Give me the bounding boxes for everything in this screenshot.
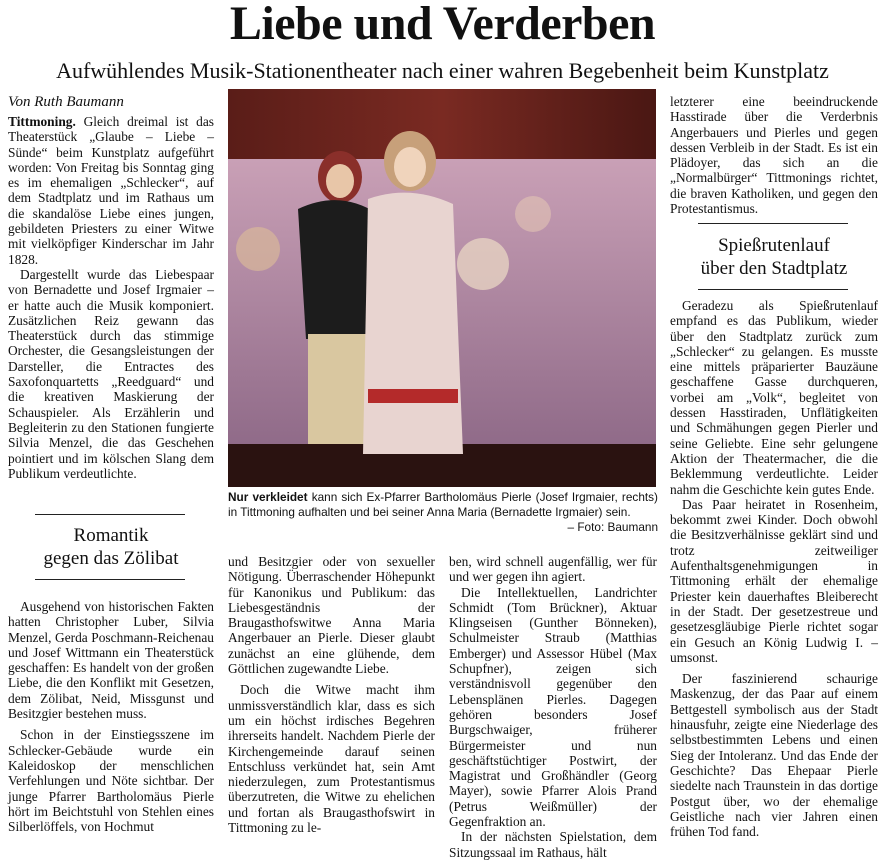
photo-caption <box>228 490 658 535</box>
subhead-line: Spießrutenlauf <box>718 235 830 256</box>
subhead-line: über den Stadtplatz <box>700 258 848 279</box>
column-2 <box>228 554 435 843</box>
lead-paragraph <box>8 114 214 267</box>
divider <box>698 289 848 290</box>
divider <box>35 579 185 580</box>
divider <box>35 514 185 515</box>
paragraph: In der nächsten Spielstation, dem Sitzungssaal im Rathaus, hält <box>449 829 657 860</box>
dateline: Tittmoning. <box>8 114 76 129</box>
paragraph: Dargestellt wurde das Liebespaar von Bernadette und Josef Irgmaier – er hatte auch die Musik komponiert. Zusätzlichen Reiz gewann das Theaterstück durch das stimmige Orchester, die Gesangsleistungen der Darsteller, die Entractes des Saxofonquartetts „Reedguard“ und die kreativen Maskierung der Schauspieler. Als Erzählerin und Begleiterin zu den Stationen fungierte Silvia Menzel, die das Geschehen pointiert und im kölschen Slang dem Publikum verdeutlichte. <box>8 266 214 481</box>
paragraph: Die Intellektuellen, Landrichter Schmidt (Tom Brückner), Aktuar Klingseisen (Gunther Bönneken), Schulmeister Straub (Matthias Emberger) und Assessor Hübel (Max Schupfner), zeigen sich verständnisvoll gegenüber den Lebensplänen Pierles. Dagegen gehören besonders Josef Burgschwaiger, früherer Bürgermeister und nun geschäftstüchtiger Postwirt, der Magistrat und Großhändler (Georg Mayer), sowie Pfarrer Alois Prand (Petrus Weißmüller) der Gegenfraktion an. <box>449 584 657 830</box>
lead-text: Gleich dreimal ist das Theaterstück „Glaube – Liebe – Sünde“ beim Kunstplatz aufgeführt worden: Von Freitag bis Sonntag ging es im ehemaligen „Schlecker“, auf dem Stadtplatz und im Rathaus um die skandalöse Liebe eines jungen, gebildeten Priesters zu einer Witwe mit vielköpfiger Kinderschar im Jahr 1828. <box>8 114 214 267</box>
subhead-line: Romantik <box>73 525 149 546</box>
stage-photo-image <box>228 89 656 487</box>
paragraph: letzterer eine beeindruckende Hasstirade über die Verderbnis Angerbauers und Pierles und gegen dessen Verbleib in der Stadt. Es ist ein Plädoyer, das sich an die „Normalbürger“ Tittmonings richtet, die braven Katholiken, und gegen den Protestantismus. <box>670 94 878 217</box>
paragraph: ben, wird schnell augenfällig, wer für und wer gegen ihn agiert. <box>449 554 657 585</box>
column-4-top <box>670 94 878 218</box>
byline: Von Ruth Baumann <box>8 94 124 110</box>
headline: Liebe und Verderben <box>229 0 656 50</box>
subheadline: Aufwühlendes Musik-Stationentheater nach einer wahren Begebenheit beim Kunstplatz <box>56 58 829 83</box>
divider <box>698 223 848 224</box>
section-subhead-spiessrutenlauf <box>670 234 878 280</box>
paragraph: Das Paar heiratet in Rosenheim, bekommt zwei Kinder. Doch obwohl die Besitzverhälnisse geklärt sind und trotz zeitweiliger Aufenthaltsgenehmigungen in Tittmoning erhält der ehemalige Priester kein dauerhaftes Bleiberecht in der Stadt. Der gesetzestreue und gesetzesgläubige Pierle richtet sogar ein Gesuch an König Ludwig I. – umsonst. <box>670 496 878 665</box>
paragraph: Doch die Witwe macht ihm unmissverständlich klar, dass es sich um ein höchst irdisches Begehren ihrerseits handelt. Nachdem Pierle der Kirchengemeinde darauf seinen Entschluss verkündet hat, sein Amt niederzulegen, zum Protestantismus überzutreten, die Witwe zu ehelichen und fortan als Braugasthofswirt in Tittmoning zu le- <box>228 682 435 836</box>
subhead-line: gegen das Zölibat <box>43 548 179 569</box>
paragraph: Der faszinierend schaurige Maskenzug, der das Paar auf einem Bettgestell symbolisch aus der Stadt hinausfuhr, zeigte eine Niederlage des selbstbestimmten Lebens und einen Sieg der Intoleranz. Und das Ende der Geschichte? Das Ehepaar Pierle siedelte nach Traunstein in das dortige Postgut über, wo der ehemalige Geistliche nach vier Jahren einen frühen Tod fand. <box>670 671 878 840</box>
photo-credit: – Foto: Baumann <box>567 520 658 534</box>
paragraph: Ausgehend von historischen Fakten hatten Christopher Luber, Silvia Menzel, Gerda Poschmann-Reichenau und Josef Wittmann ein Theaterstück geschaffen: Es handelt von der großen Liebe, die den Konflikt mit Gesetzen, dem Zölibat, Neid, Missgunst und Besitzgier bestehen muss. <box>8 599 214 722</box>
column-1-bottom <box>8 599 214 843</box>
section-subhead-romantik <box>8 524 214 570</box>
column-1-top <box>8 114 214 509</box>
column-3 <box>449 554 657 860</box>
caption-bold: Nur verkleidet <box>228 490 308 504</box>
paragraph: und Besitzgier oder von sexueller Nötigung. Überraschender Höhepunkt für Kanonikus und Publikum: das Liebesgeständnis der Braugasthofswitwe Anna Maria Angerbauer an Pierle. Dieser glaubt zunächst an eine glühende, dem Göttlichen zugewandte Liebe. <box>228 554 435 677</box>
column-4-bottom <box>670 298 878 843</box>
paragraph: Schon in der Einstiegsszene im Schlecker-Gebäude wurde ein Kaleidoskop der menschlichen Verfehlungen und Nöte sichtbar. Der junge Pfarrer Bartholomäus Pierle hört im Beichtstuhl von Stehlen eines Silberlöffels, von Hochmut <box>8 727 214 835</box>
caption-text: kann sich Ex-Pfarrer Bartholomäus Pierle (Josef Irgmaier, rechts) in Tittmoning aufhalten und bei seiner Anna Maria (Bernadette Irgmaier) sein. <box>228 490 658 519</box>
paragraph: Geradezu als Spießrutenlauf empfand es das Publikum, wieder über den Stadtplatz zurück zum „Schlecker“ zu gelangen. Es musste eine mittels präparierter Bauzäune geschaffene Gasse durchqueren, vorbei am „Volk“, begleitet von dessen Hasstiraden, Unflätigkeiten und Schmähungen gegen Pierler und seine Geliebte. Eine sehr gelungene Aktion der Theatermacher, die die Beklemmung verdeutlichte. Leider nahm die Geschichte kein gutes Ende. <box>670 298 878 497</box>
stage-photo <box>228 89 656 487</box>
